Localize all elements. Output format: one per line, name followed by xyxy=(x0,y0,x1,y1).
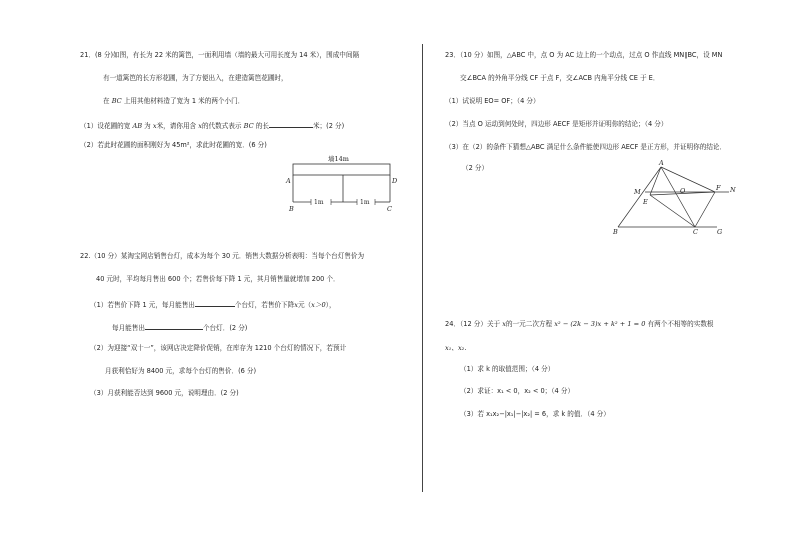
q23-part3-line2: （2 分） xyxy=(462,164,489,172)
label-a: A xyxy=(659,159,664,167)
q22-part2-line1: （2）为迎接“双十一”，该网店决定降价促销，在库存为 1210 个台灯的情况下，若预计 xyxy=(90,344,347,352)
label-m: M xyxy=(634,188,641,196)
point-c: C xyxy=(387,205,392,213)
label-b: B xyxy=(613,228,618,236)
q21-part2: （2）若此时花圃的面积刚好为 45m²，求此时花圃的宽．(6 分) xyxy=(80,141,267,149)
segment-cf xyxy=(695,192,715,227)
segment-ac xyxy=(661,167,695,227)
wall-label: 墙14m xyxy=(328,155,349,163)
q22-line2: 40 元时，平均每月售出 600 个；若售价每下降 1 元，其月销售量就增加 200 个． xyxy=(96,275,340,283)
point-b: B xyxy=(289,205,294,213)
q21-part1: （1）设花圃的宽 AB 为 x米，请你用含 x的代数式表示 BC 的长 米；(2 分) xyxy=(80,122,345,130)
q24-part1: （1）求 k 的取值范围；（4 分） xyxy=(460,365,555,373)
q22-part1: （1）若售价下降 1 元，每月能售出 个台灯，若售价下降x元（x＞0）， xyxy=(90,301,336,309)
q23-line1: 23．（10 分）如图，△ABC 中，点 O 为 AC 边上的一个动点，过点 O 作直线 MN∥BC，设 MN xyxy=(445,51,723,59)
label-c: C xyxy=(693,228,698,236)
q23-part2: （2）当点 O 运动到何处时，四边形 AECF 是矩形并证明你的结论；（4 分） xyxy=(445,120,668,128)
label-e: E xyxy=(643,198,648,206)
segment-ab xyxy=(618,167,661,227)
q22-answer-blank-2[interactable] xyxy=(145,322,203,330)
q22-line1: 22.（10 分）某淘宝网店销售台灯，成本为每个 30 元．销售大数据分析表明：当每个台灯售价为 xyxy=(80,252,365,260)
q23-part3-line1: （3）在（2）的条件下猜想△ABC 满足什么条件能使四边形 AECF 是正方形，并证明你的结论． xyxy=(445,143,727,151)
point-a: A xyxy=(286,177,291,185)
q21-garden-figure xyxy=(283,154,398,214)
segment-ce xyxy=(650,195,695,227)
segment-ae xyxy=(650,167,661,195)
q24-line2: x₁、x₂． xyxy=(445,344,471,352)
q24-part2: （2）求证：x₁ < 0，x₂ < 0；（4 分） xyxy=(460,387,575,395)
q21-line2: 有一道篱笆的长方形花圃，为了方便出入，在建造篱笆花圃时， xyxy=(103,74,288,82)
q24-part3: （3）若 x₁x₂−|x₁|−|x₂| = 6，求 k 的值．（4 分） xyxy=(460,410,610,418)
wall-rect xyxy=(293,164,390,175)
column-divider xyxy=(422,44,423,492)
q22-answer-blank-1[interactable] xyxy=(195,299,235,307)
label-g: G xyxy=(717,228,723,236)
q21-line1: 21．(8 分)如图，有长为 22 米的篱笆，一面利用墙（墙的最大可用长度为 14 米），围成中间隔 xyxy=(80,51,360,59)
q22-part1b: 每月能售出 个台灯．(2 分) xyxy=(112,324,248,332)
segment-af xyxy=(661,167,715,192)
q21-line3: 在 BC 上用其他材料造了宽为 1 米的两个小门． xyxy=(103,97,245,105)
q24-line1: 24．（12 分）关于 x的一元二次方程 x² − (2k − 3)x + k² + 1 = 0 有两个不相等的实数根 xyxy=(445,320,714,328)
q23-part1: （1）试说明 EO= OF；（4 分） xyxy=(445,97,540,105)
q23-line2: 交∠BCA 的外角平分线 CF 于点 F，交∠ACB 内角平分线 CE 于 E． xyxy=(460,74,660,82)
label-n: N xyxy=(730,186,736,194)
label-o: O xyxy=(680,187,686,195)
q23-triangle-figure xyxy=(605,155,745,237)
label-f: F xyxy=(716,184,721,192)
gate-label-2: 1m xyxy=(360,199,370,206)
q21-answer-blank[interactable] xyxy=(269,120,313,128)
q22-part3: （3）月获利能否达到 9600 元，说明理由．(2 分) xyxy=(90,389,239,397)
q22-part2-line2: 月获利恰好为 8400 元，求每个台灯的售价．(6 分) xyxy=(105,367,257,375)
point-d: D xyxy=(392,177,398,185)
gate-label-1: 1m xyxy=(314,199,324,206)
